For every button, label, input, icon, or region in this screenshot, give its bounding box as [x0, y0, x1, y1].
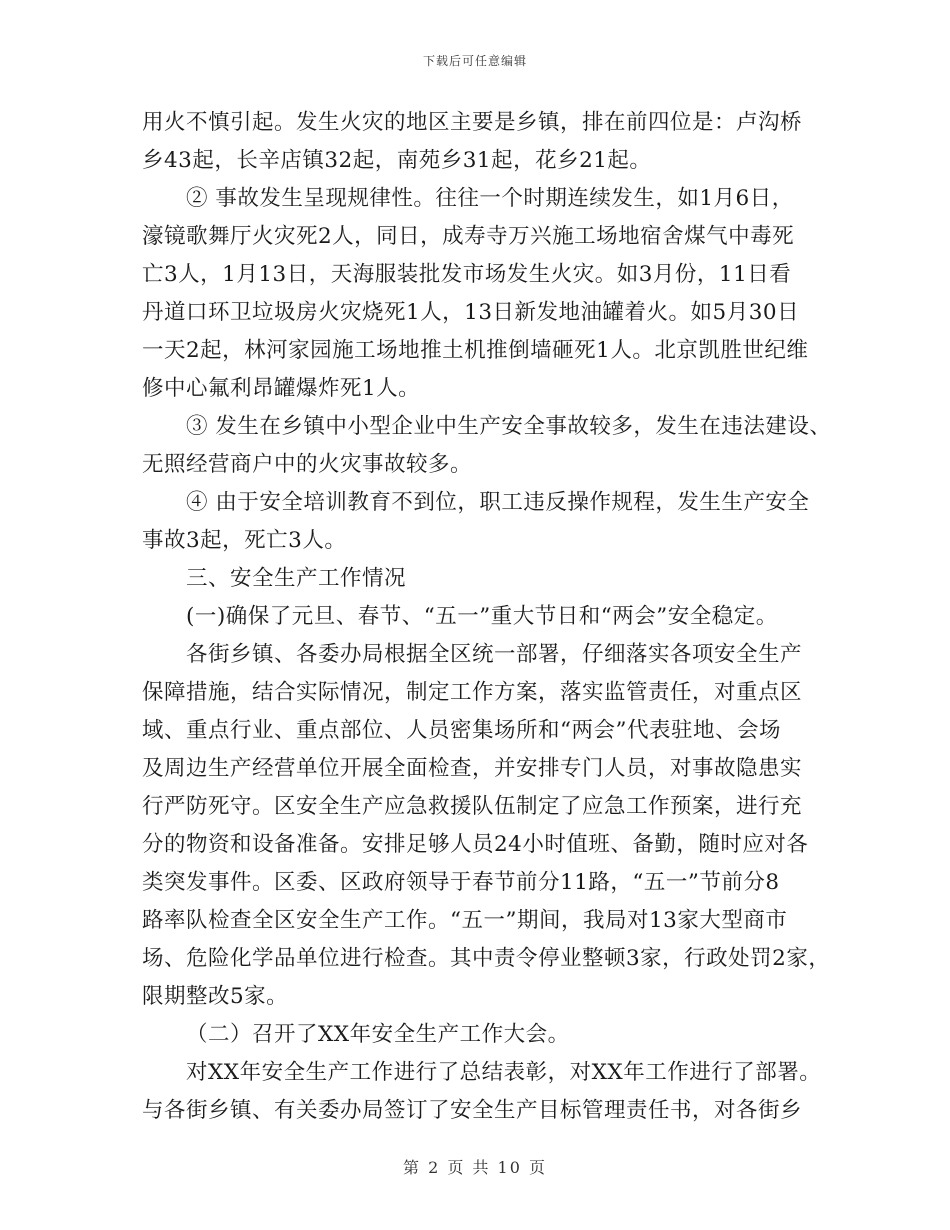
text-line: 分的物资和设备准备。安排足够人员24小时值班、备勤，随时应对各	[142, 832, 809, 857]
text-line: 修中心氟利昂罐爆炸死1人。	[142, 376, 421, 401]
text-line: 丹道口环卫垃圾房火灾烧死1人，13日新发地油罐着火。如5月30日	[142, 300, 800, 325]
text-line: ④ 由于安全培训教育不到位，职工违反操作规程，发生生产安全	[186, 490, 810, 515]
text-line: ② 事故发生呈现规律性。往往一个时期连续发生，如1月6日，	[186, 186, 794, 211]
text-line: 与各街乡镇、有关委办局签订了安全生产目标管理责任书，对各街乡	[142, 1098, 803, 1123]
text-line: 乡43起，长辛店镇32起，南苑乡31起，花乡21起。	[142, 148, 652, 173]
page-header: 下载后可任意编辑	[422, 54, 527, 68]
text-line: 及周边生产经营单位开展全面检查，并安排专门人员，对事故隐患实	[142, 756, 803, 781]
text-line: 行严防死守。区安全生产应急救援队伍制定了应急工作预案，进行充	[142, 794, 803, 819]
text-line: 一天2起，林河家园施工场地推土机推倒墙砸死1人。北京凯胜世纪维	[142, 338, 809, 363]
text-line: 路率队检查全区安全生产工作。“五一”期间，我局对13家大型商市	[142, 908, 788, 933]
text-line: 事故3起，死亡3人。	[142, 528, 347, 553]
text-line: 无照经营商户中的火灾事故较多。	[142, 452, 473, 477]
subsection-heading: (一)确保了元旦、春节、“五一”重大节日和“两会”安全稳定。	[186, 604, 778, 629]
page-footer: 第 2 页 共 10 页	[403, 1158, 547, 1177]
text-line: 用火不慎引起。发生火灾的地区主要是乡镇，排在前四位是：卢沟桥	[142, 110, 803, 135]
text-line: 限期整改5家。	[142, 984, 289, 1009]
text-line: 亡3人，1月13日，天海服装批发市场发生火灾。如3月份，11日看	[142, 262, 792, 287]
text-line: 保障措施，结合实际情况，制定工作方案，落实监管责任，对重点区	[142, 680, 803, 705]
subsection-heading: （二）召开了XX年安全生产工作大会。	[186, 1022, 570, 1047]
text-line: 对XX年安全生产工作进行了总结表彰，对XX年工作进行了部署。	[186, 1060, 822, 1085]
text-line: ③ 发生在乡镇中小型企业中生产安全事故较多，发生在违法建设、	[186, 414, 832, 439]
text-line: 濠镜歌舞厅火灾死2人，同日，成寿寺万兴施工场地宿舍煤气中毒死	[142, 224, 795, 249]
text-line: 域、重点行业、重点部位、人员密集场所和“两会”代表驻地、会场	[142, 718, 781, 743]
document-body	[142, 104, 832, 1130]
text-line: 各街乡镇、各委办局根据全区统一部署，仔细落实各项安全生产	[186, 642, 803, 667]
section-heading: 三、安全生产工作情况	[186, 566, 407, 591]
text-line: 类突发事件。区委、区政府领导于春节前分11路，“五一”节前分8	[142, 870, 780, 895]
text-line: 场、危险化学品单位进行检查。其中责令停业整顿3家，行政处罚2家，	[142, 946, 831, 971]
